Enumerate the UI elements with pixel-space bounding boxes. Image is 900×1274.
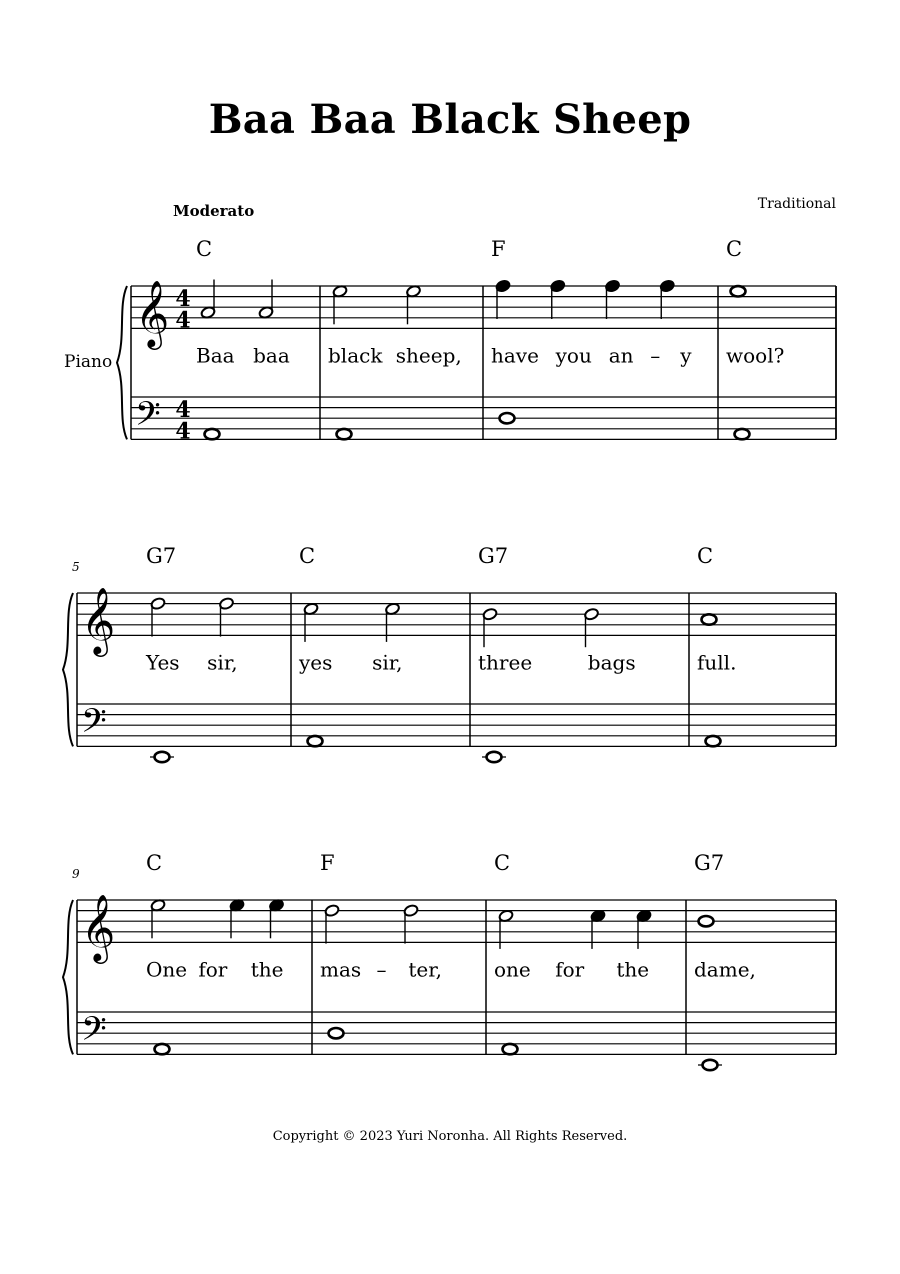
bass-note bbox=[308, 736, 323, 746]
notehead bbox=[735, 429, 750, 439]
treble-note bbox=[482, 607, 498, 647]
chord-symbol: G7 bbox=[478, 544, 509, 568]
chord-symbol: G7 bbox=[146, 544, 177, 568]
bass-time-signature-top: 4 bbox=[175, 397, 191, 424]
bass-note bbox=[329, 1028, 344, 1038]
bass-clef-icon: 𝄢 bbox=[81, 702, 107, 749]
notehead bbox=[329, 1028, 344, 1038]
lyric: full. bbox=[697, 650, 737, 675]
lyric: you bbox=[555, 343, 592, 368]
bass-clef-icon: 𝄢 bbox=[81, 1010, 107, 1057]
treble-time-signature-top: 4 bbox=[175, 286, 191, 313]
bass-note bbox=[500, 413, 515, 423]
lyric-hyphen: – bbox=[376, 957, 387, 982]
lyric-hyphen: – bbox=[650, 343, 661, 368]
lyric: One bbox=[146, 957, 188, 982]
notehead bbox=[487, 752, 502, 762]
treble-time-signature-bottom: 4 bbox=[175, 307, 191, 334]
lyric: baa bbox=[253, 343, 290, 368]
bass-note bbox=[503, 1044, 518, 1054]
lyric: y bbox=[680, 343, 692, 368]
treble-note bbox=[324, 904, 340, 944]
brace bbox=[63, 593, 73, 746]
notehead bbox=[699, 916, 714, 926]
measure-number: 5 bbox=[72, 560, 80, 574]
lyric: black bbox=[328, 343, 383, 368]
copyright-notice: Copyright © 2023 Yuri Noronha. All Rights Reserved. bbox=[272, 1129, 628, 1144]
chord-symbol: C bbox=[146, 851, 163, 875]
tempo-marking: Moderato bbox=[173, 202, 255, 220]
notehead bbox=[706, 736, 721, 746]
treble-note bbox=[731, 286, 746, 296]
bass-note bbox=[698, 1060, 722, 1070]
lyric: sheep, bbox=[395, 343, 462, 368]
lyric: wool? bbox=[726, 343, 785, 368]
chord-symbol: F bbox=[320, 851, 335, 875]
lyric: have bbox=[491, 343, 539, 368]
chord-symbol: C bbox=[196, 237, 213, 261]
treble-note bbox=[699, 916, 714, 926]
treble-clef-icon: 𝄞 bbox=[81, 892, 116, 961]
treble-note bbox=[495, 279, 511, 319]
treble-note bbox=[403, 904, 419, 944]
bass-note bbox=[155, 1044, 170, 1054]
brace bbox=[117, 286, 127, 439]
lyric: Yes bbox=[146, 650, 180, 675]
bass-clef-icon: 𝄢 bbox=[135, 395, 161, 442]
lyric: ter, bbox=[408, 957, 442, 982]
treble-note bbox=[584, 607, 600, 647]
lyric: Baa bbox=[196, 343, 235, 368]
lyric: for bbox=[555, 957, 585, 982]
lyric: for bbox=[198, 957, 228, 982]
notehead bbox=[703, 1060, 718, 1070]
chord-symbol: C bbox=[726, 237, 743, 261]
bass-note bbox=[205, 429, 220, 439]
lyric: the bbox=[250, 957, 284, 982]
bass-note bbox=[482, 752, 506, 762]
treble-note bbox=[550, 279, 566, 319]
chord-symbol: F bbox=[491, 237, 506, 261]
instrument-name: Piano bbox=[64, 352, 113, 372]
bass-time-signature-bottom: 4 bbox=[175, 418, 191, 445]
treble-note bbox=[702, 614, 717, 624]
lyric: sir, bbox=[372, 650, 403, 675]
bass-note bbox=[150, 752, 174, 762]
lyric: yes bbox=[299, 650, 333, 675]
notehead bbox=[503, 1044, 518, 1054]
notehead bbox=[500, 413, 515, 423]
lyric: the bbox=[616, 957, 650, 982]
chord-symbol: C bbox=[697, 544, 714, 568]
notehead bbox=[337, 429, 352, 439]
treble-note bbox=[659, 279, 675, 319]
notehead bbox=[731, 286, 746, 296]
chord-symbol: C bbox=[299, 544, 316, 568]
lyric: sir, bbox=[207, 650, 238, 675]
bass-note bbox=[337, 429, 352, 439]
treble-clef-icon: 𝄞 bbox=[135, 278, 170, 347]
chord-symbol: C bbox=[494, 851, 511, 875]
notehead bbox=[308, 736, 323, 746]
lyric: mas bbox=[320, 957, 362, 982]
bass-note bbox=[706, 736, 721, 746]
chord-symbol: G7 bbox=[694, 851, 725, 875]
notehead bbox=[702, 614, 717, 624]
treble-note bbox=[219, 597, 235, 637]
notehead bbox=[155, 752, 170, 762]
measure-number: 9 bbox=[72, 867, 80, 881]
lyric: bags bbox=[587, 650, 636, 675]
song-title: Baa Baa Black Sheep bbox=[208, 96, 692, 143]
bass-note bbox=[735, 429, 750, 439]
lyric: dame, bbox=[694, 957, 756, 982]
composer-credit: Traditional bbox=[757, 196, 836, 212]
notehead bbox=[205, 429, 220, 439]
lyric: three bbox=[478, 650, 533, 675]
lyric: an bbox=[608, 343, 634, 368]
notehead bbox=[155, 1044, 170, 1054]
treble-note bbox=[605, 279, 621, 319]
treble-note bbox=[150, 597, 166, 637]
lyric: one bbox=[494, 957, 531, 982]
treble-clef-icon: 𝄞 bbox=[81, 585, 116, 654]
brace bbox=[63, 900, 73, 1054]
